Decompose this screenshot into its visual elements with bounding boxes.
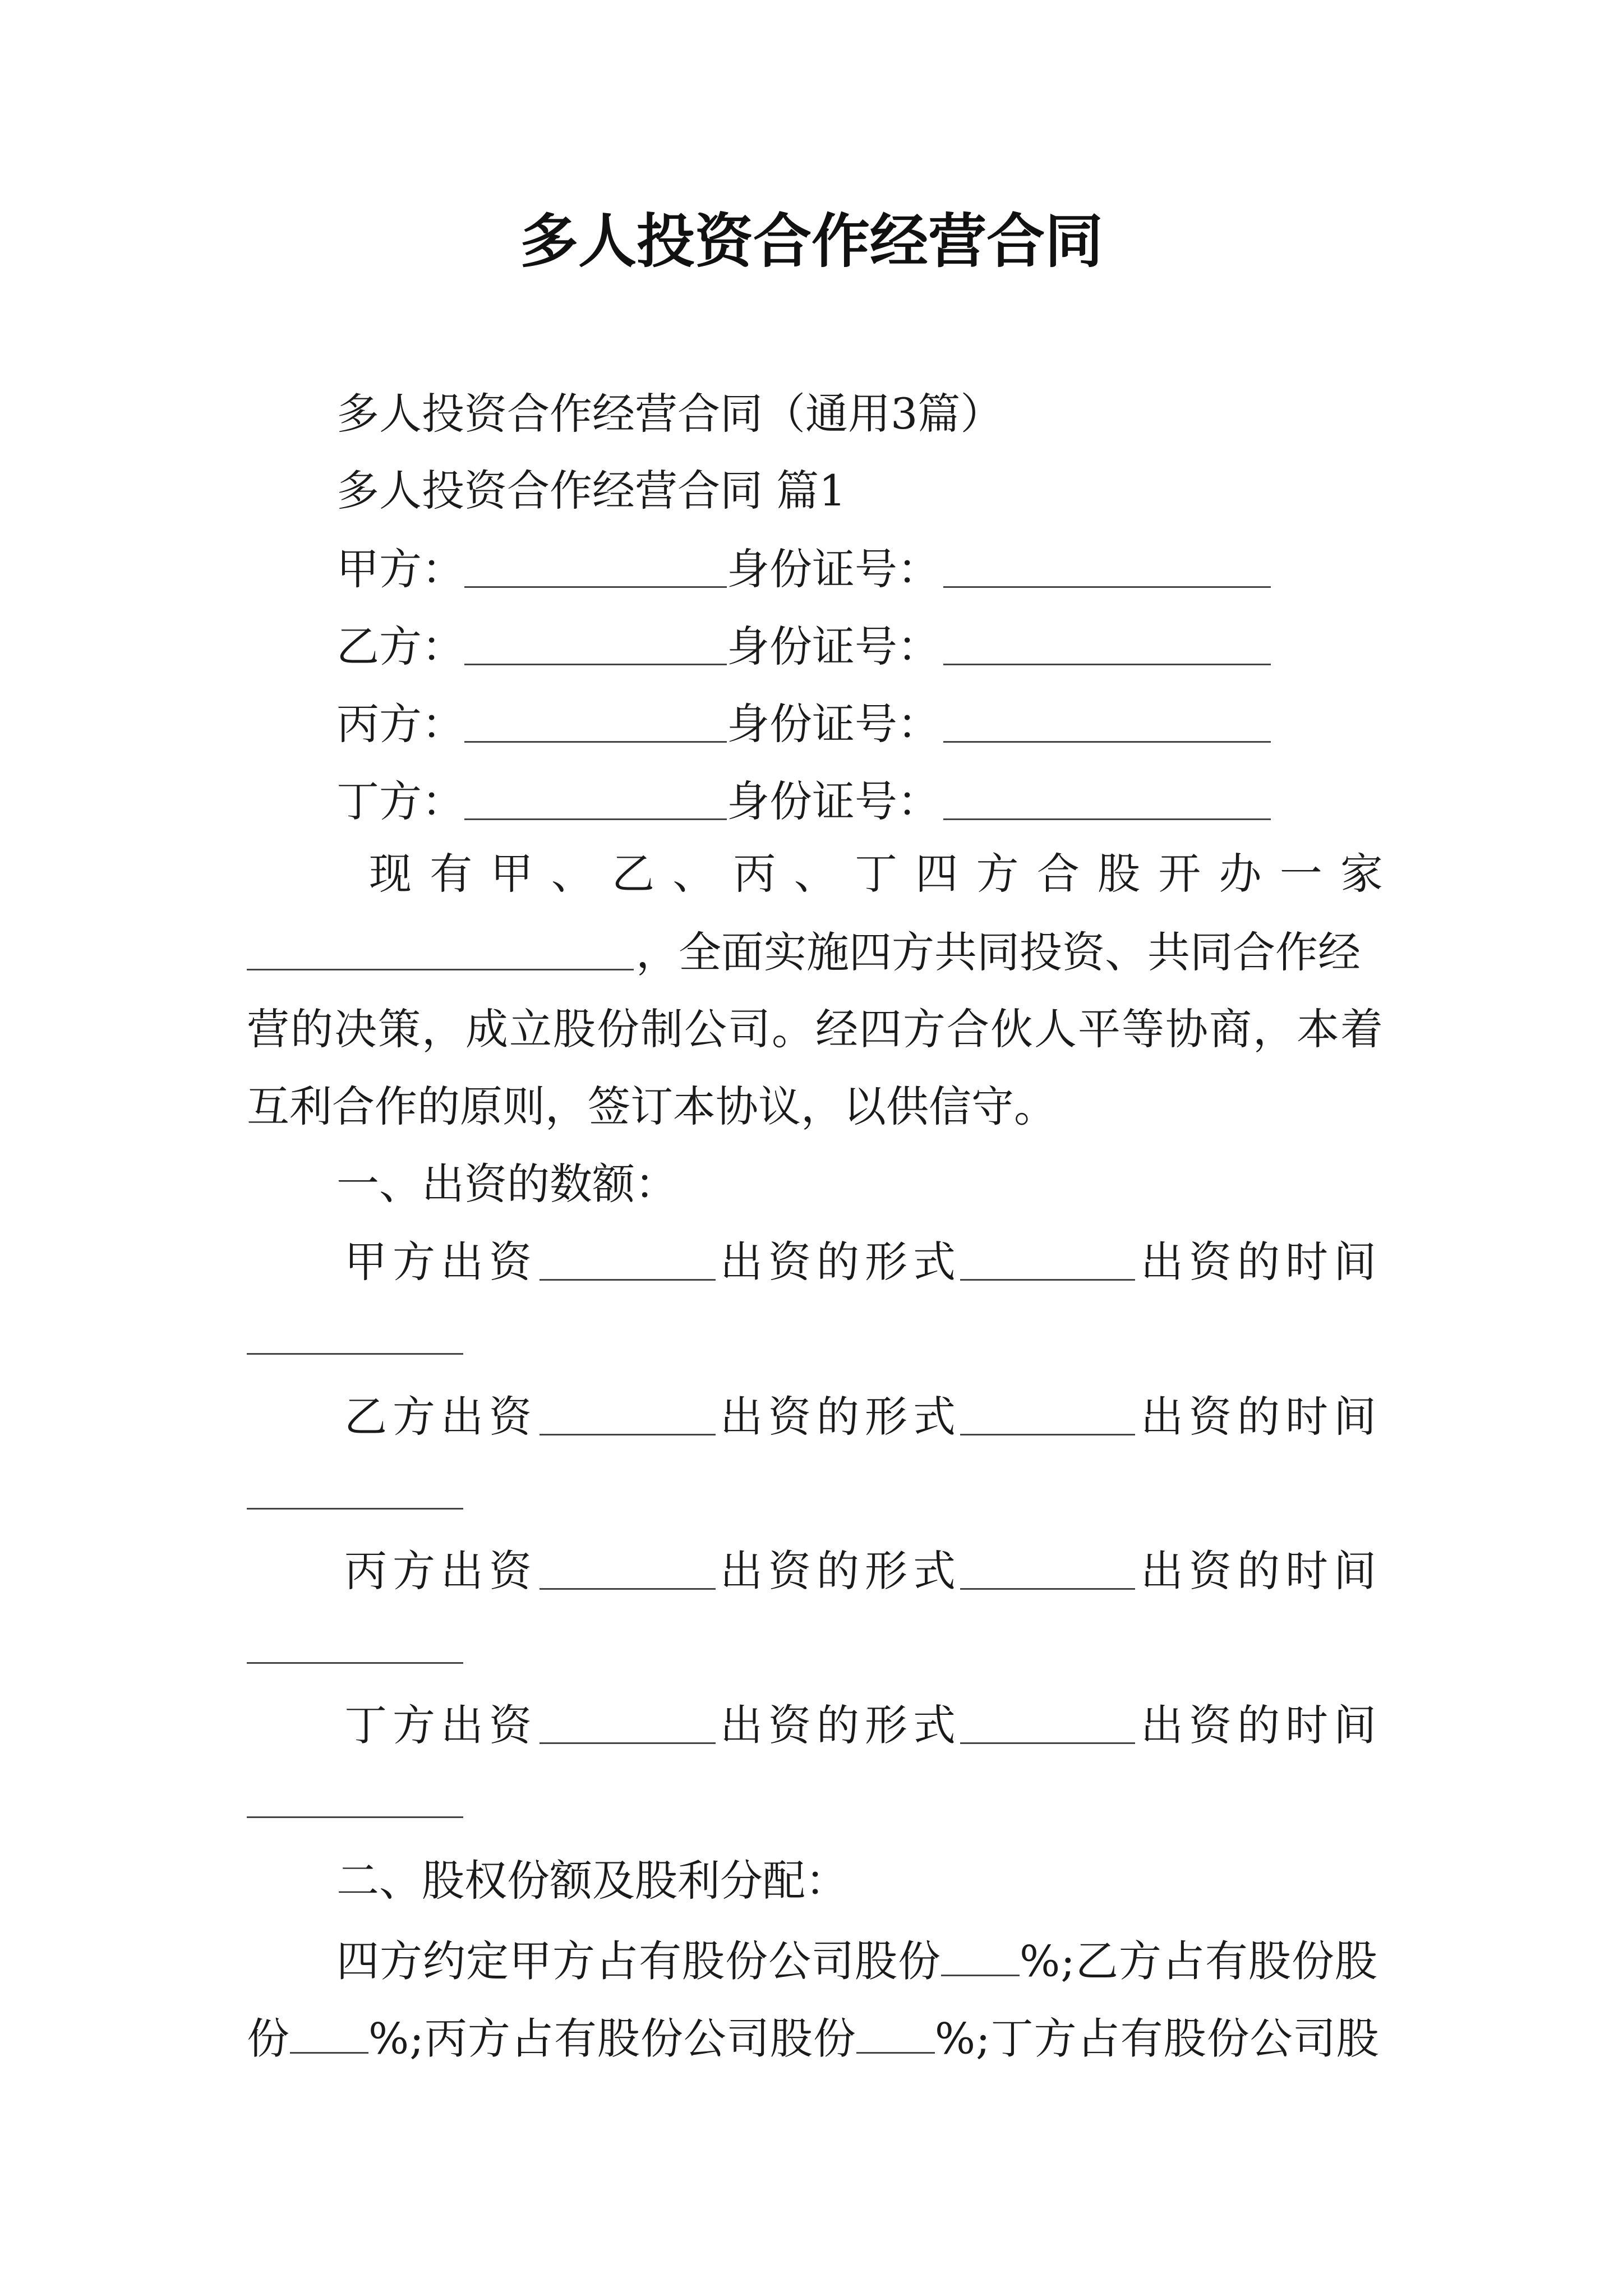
contribution-time: 出资的时间 xyxy=(1141,1700,1382,1750)
id-label: 身份证号： xyxy=(727,544,940,594)
form-blank xyxy=(960,1279,1135,1281)
name-blank xyxy=(464,818,727,820)
intro-char: 丁 xyxy=(855,849,897,899)
contribution-party: 丙方出资 xyxy=(344,1546,537,1596)
intro-char: 、 xyxy=(672,849,716,899)
shares-line-1 xyxy=(336,1936,1378,1986)
document-subtitle: 多人投资合作经营合同（通用3篇） xyxy=(336,389,1003,439)
id-label: 身份证号： xyxy=(727,622,940,671)
name-blank xyxy=(464,664,727,665)
shares-text: 份 xyxy=(247,2013,290,2064)
party-label: 丙方： xyxy=(336,699,464,749)
form-blank xyxy=(960,1588,1135,1590)
form-blank xyxy=(960,1742,1135,1744)
intro-line-4: 互利合作的原则，签订本协议，以供信守。 xyxy=(247,1082,1057,1131)
amount-blank xyxy=(540,1588,716,1590)
time-blank xyxy=(247,1508,463,1510)
time-blank xyxy=(247,1353,463,1355)
amount-blank xyxy=(540,1279,716,1281)
intro-char: 甲 xyxy=(490,849,533,899)
company-name-blank xyxy=(247,969,634,970)
intro-char: 丙 xyxy=(733,849,776,899)
intro-char: 现 xyxy=(369,849,412,899)
intro-char: 开 xyxy=(1158,849,1201,899)
heading-contributions: 一、出资的数额： xyxy=(336,1159,677,1209)
heading-shares: 二、股权份额及股利分配： xyxy=(336,1856,848,1906)
shares-text: %;丁方占有股份公司股 xyxy=(934,2013,1380,2064)
party-label: 丁方： xyxy=(336,776,464,826)
id-label: 身份证号： xyxy=(727,776,940,826)
intro-line-1 xyxy=(369,849,1383,899)
id-label: 身份证号： xyxy=(727,699,940,749)
percent-blank xyxy=(856,2016,935,2054)
contribution-party: 乙方出资 xyxy=(344,1392,537,1442)
intro-char: 方 xyxy=(976,849,1019,899)
intro-char: 乙 xyxy=(612,849,654,899)
intro-char: 四 xyxy=(915,849,958,899)
contribution-form: 出资的形式 xyxy=(720,1700,961,1750)
contribution-form: 出资的形式 xyxy=(720,1392,961,1442)
contribution-form: 出资的形式 xyxy=(720,1237,961,1287)
form-blank xyxy=(960,1434,1135,1435)
intro-char: 股 xyxy=(1098,849,1140,899)
id-blank xyxy=(943,818,1271,820)
amount-blank xyxy=(540,1434,716,1435)
intro-char: 、 xyxy=(551,849,594,899)
name-blank xyxy=(464,741,727,743)
shares-text: 四方约定甲方占有股份公司股份 xyxy=(336,1936,941,1986)
id-blank xyxy=(943,741,1271,743)
document-title: 多人投资合作经营合同 xyxy=(519,206,1103,275)
name-blank xyxy=(464,586,727,588)
intro-char: 一 xyxy=(1279,849,1322,899)
party-label: 甲方： xyxy=(336,544,464,594)
contribution-party: 甲方出资 xyxy=(344,1237,537,1287)
shares-line-2 xyxy=(247,2013,1380,2064)
intro-char: 有 xyxy=(430,849,473,899)
shares-text: %;丙方占有股份公司股份 xyxy=(368,2013,856,2064)
section-title: 多人投资合作经营合同 篇1 xyxy=(336,466,846,516)
party-label: 乙方： xyxy=(336,622,464,671)
time-blank xyxy=(247,1662,463,1664)
id-blank xyxy=(943,586,1271,588)
intro-line-3: 营的决策，成立股份制公司。经四方合伙人平等协商，本着 xyxy=(247,1004,1384,1054)
contribution-time: 出资的时间 xyxy=(1141,1237,1382,1287)
intro-line-2: ，全面实施四方共同投资、共同合作经 xyxy=(636,927,1361,977)
intro-char: 合 xyxy=(1036,849,1080,899)
percent-blank xyxy=(290,2016,368,2054)
id-blank xyxy=(943,664,1271,665)
contribution-party: 丁方出资 xyxy=(344,1700,537,1750)
intro-char: 家 xyxy=(1340,849,1383,899)
intro-char: 办 xyxy=(1219,849,1262,899)
amount-blank xyxy=(540,1742,716,1744)
intro-char: 、 xyxy=(794,849,837,899)
percent-blank xyxy=(941,1938,1020,1976)
contribution-time: 出资的时间 xyxy=(1141,1546,1382,1596)
time-blank xyxy=(247,1816,463,1818)
contribution-form: 出资的形式 xyxy=(720,1546,961,1596)
contribution-time: 出资的时间 xyxy=(1141,1392,1382,1442)
shares-text: %;乙方占有股份股 xyxy=(1020,1936,1378,1986)
